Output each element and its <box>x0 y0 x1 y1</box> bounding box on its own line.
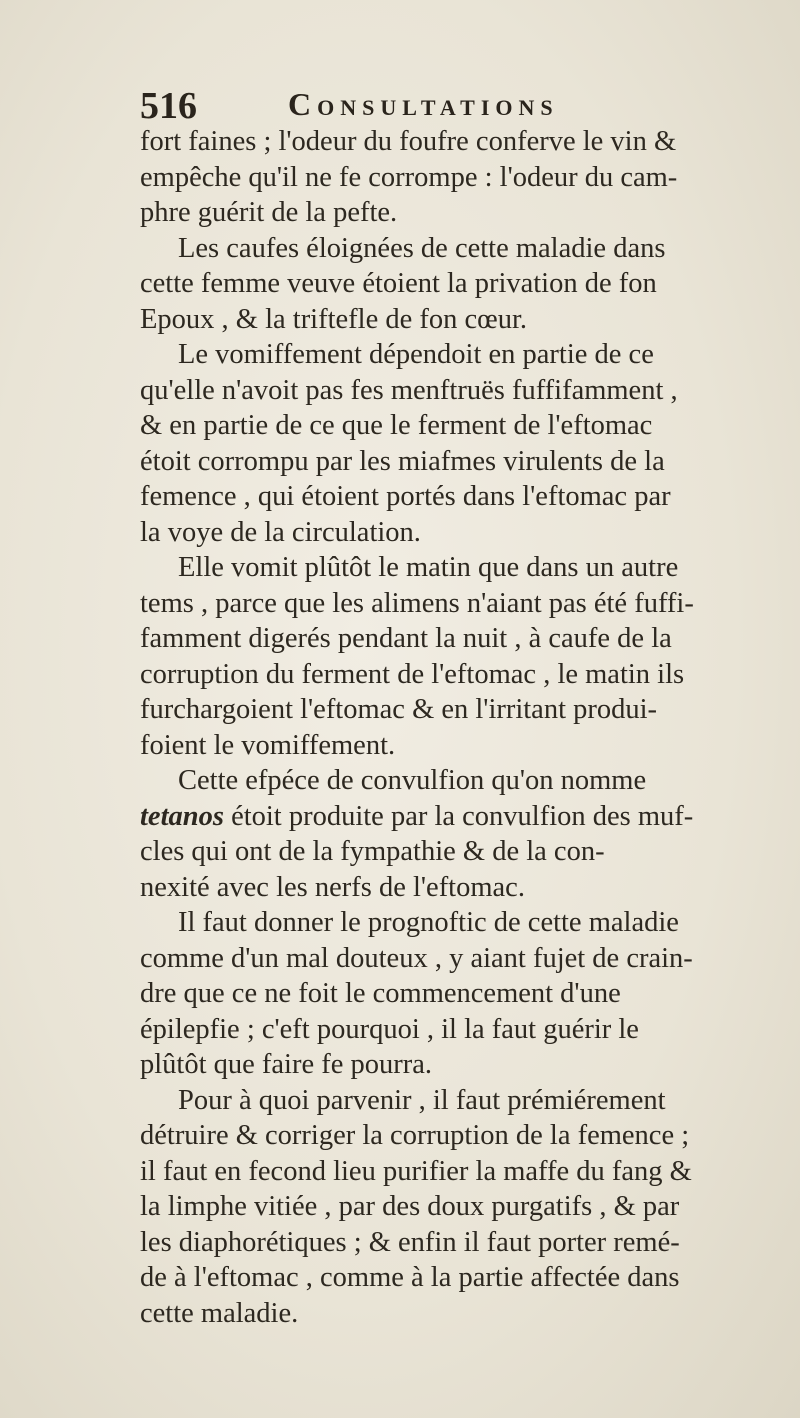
italic-term: tetanos <box>140 800 224 832</box>
text-line: & en partie de ce que le ferment de l'eftomac <box>140 410 653 441</box>
text-line: épilepfie ; c'eft pourquoi , il la faut guérir le <box>140 1013 639 1045</box>
text-line-rest: étoit produite par la convulfion des muf- <box>223 800 694 832</box>
text-line: comme d'un mal douteux , y aiant fujet de crain- <box>140 942 693 974</box>
text-line: famment digerés pendant la nuit , à caufe de la <box>140 623 672 654</box>
text-line: cette maladie. <box>140 1297 299 1329</box>
text-line: plûtôt que faire fe pourra. <box>140 1049 432 1080</box>
page-header <box>140 82 660 130</box>
text-line: qu'elle n'avoit pas fes menftruës fuffifamment , <box>140 374 678 406</box>
text-line: la limphe vitiée , par des doux purgatifs , & par <box>140 1191 680 1222</box>
text-line: cette femme veuve étoient la privation de fon <box>140 268 657 299</box>
text-line: corruption du ferment de l'eftomac , le matin ils <box>140 658 685 690</box>
text-line: Epoux , & la triftefle de fon cœur. <box>140 303 528 335</box>
text-line: fort faines ; l'odeur du foufre conferve le vin & <box>140 126 677 157</box>
text-line: tems , parce que les alimens n'aiant pas été fuffi- <box>140 587 694 619</box>
text-line: furchargoient l'eftomac & en l'irritant produi- <box>140 694 658 725</box>
text-line: il faut en fecond lieu purifier la maffe du fang & <box>140 1155 692 1187</box>
text-line: étoit corrompu par les miafmes virulents de la <box>140 445 665 477</box>
text-line: nexité avec les nerfs de l'eftomac. <box>140 871 525 903</box>
text-line: femence , qui étoient portés dans l'eftomac par <box>140 481 671 512</box>
page-number: 516 <box>140 85 197 127</box>
body-text <box>140 124 770 1331</box>
text-line: les diaphorétiques ; & enfin il faut porter remé- <box>140 1226 680 1258</box>
text-line: Il faut donner le prognoftic de cette maladie <box>178 907 679 938</box>
text-line: la voye de la circulation. <box>140 516 421 548</box>
text-line: Le vomiffement dépendoit en partie de ce <box>178 339 654 370</box>
text-line: phre guérit de la pefte. <box>140 197 398 228</box>
text-line: cles qui ont de la fympathie & de la con- <box>140 836 605 867</box>
text-line-tetanos <box>140 799 770 835</box>
text-line: Pour à quoi parvenir , il faut prémiérement <box>178 1084 666 1116</box>
text-line: empêche qu'il ne fe corrompe : l'odeur du cam- <box>140 161 678 193</box>
text-line: Les caufes éloignées de cette maladie dans <box>178 232 666 264</box>
running-title: Consultations <box>288 86 559 122</box>
text-line: Cette efpéce de convulfion qu'on nomme <box>178 765 647 796</box>
text-line: foient le vomiffement. <box>140 729 396 761</box>
text-line: de à l'eftomac , comme à la partie affectée dans <box>140 1262 680 1293</box>
text-line: Elle vomit plûtôt le matin que dans un autre <box>178 552 679 583</box>
text-line: détruire & corriger la corruption de la femence ; <box>140 1120 690 1151</box>
text-line: dre que ce ne foit le commencement d'une <box>140 978 621 1009</box>
